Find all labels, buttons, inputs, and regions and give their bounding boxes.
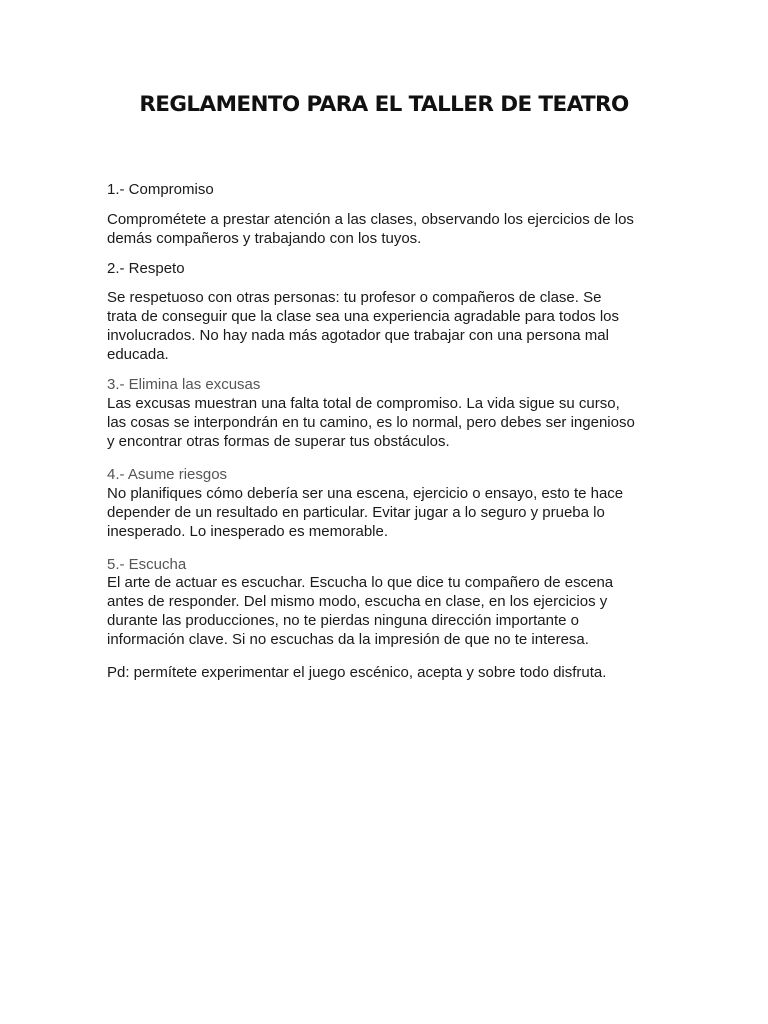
section-heading-compromiso: 1.- Compromiso <box>107 181 214 198</box>
paragraph-line: demás compañeros y trabajando con los tuyos. <box>107 230 422 247</box>
paragraph-line: las cosas se interpondrán en tu camino, es lo normal, pero debes ser ingenioso <box>107 414 635 431</box>
section-paragraph-respeto <box>107 288 667 364</box>
paragraph-line: antes de responder. Del mismo modo, escucha en clase, en los ejercicios y <box>107 593 608 610</box>
paragraph-line: involucrados. No hay nada más agotador que trabajar con una persona mal <box>107 327 609 344</box>
paragraph-line: educada. <box>107 346 169 363</box>
paragraph-line: depender de un resultado en particular. Evitar jugar a lo seguro y prueba lo <box>107 504 605 521</box>
document-title: REGLAMENTO PARA EL TALLER DE TEATRO <box>139 92 629 117</box>
paragraph-line: durante las producciones, no te pierdas ninguna dirección importante o <box>107 612 579 629</box>
paragraph-line: Se respetuoso con otras personas: tu profesor o compañeros de clase. Se <box>107 289 602 306</box>
paragraph-line: El arte de actuar es escuchar. Escucha lo que dice tu compañero de escena <box>107 574 614 591</box>
section-heading-elimina-excusas: 3.- Elimina las excusas <box>107 376 261 393</box>
postscript: Pd: permítete experimentar el juego escénico, acepta y sobre todo disfruta. <box>107 664 607 681</box>
paragraph-line: trata de conseguir que la clase sea una experiencia agradable para todos los <box>107 308 620 325</box>
section-paragraph-escucha <box>107 573 667 649</box>
section-heading-respeto: 2.- Respeto <box>107 260 185 277</box>
section-heading-asume-riesgos: 4.- Asume riesgos <box>107 466 228 483</box>
paragraph-line: y encontrar otras formas de superar tus obstáculos. <box>107 433 450 450</box>
paragraph-line: inesperado. Lo inesperado es memorable. <box>107 523 389 540</box>
section-paragraph-compromiso <box>107 210 667 248</box>
paragraph-line: Comprométete a prestar atención a las clases, observando los ejercicios de los <box>107 211 634 228</box>
section-paragraph-asume-riesgos <box>107 484 667 541</box>
section-paragraph-elimina-excusas <box>107 394 667 451</box>
paragraph-line: No planifiques cómo debería ser una escena, ejercicio o ensayo, esto te hace <box>107 485 624 502</box>
paragraph-line: Las excusas muestran una falta total de compromiso. La vida sigue su curso, <box>107 395 620 412</box>
section-heading-escucha: 5.- Escucha <box>107 556 187 573</box>
paragraph-line: información clave. Si no escuchas da la impresión de que no te interesa. <box>107 631 589 648</box>
